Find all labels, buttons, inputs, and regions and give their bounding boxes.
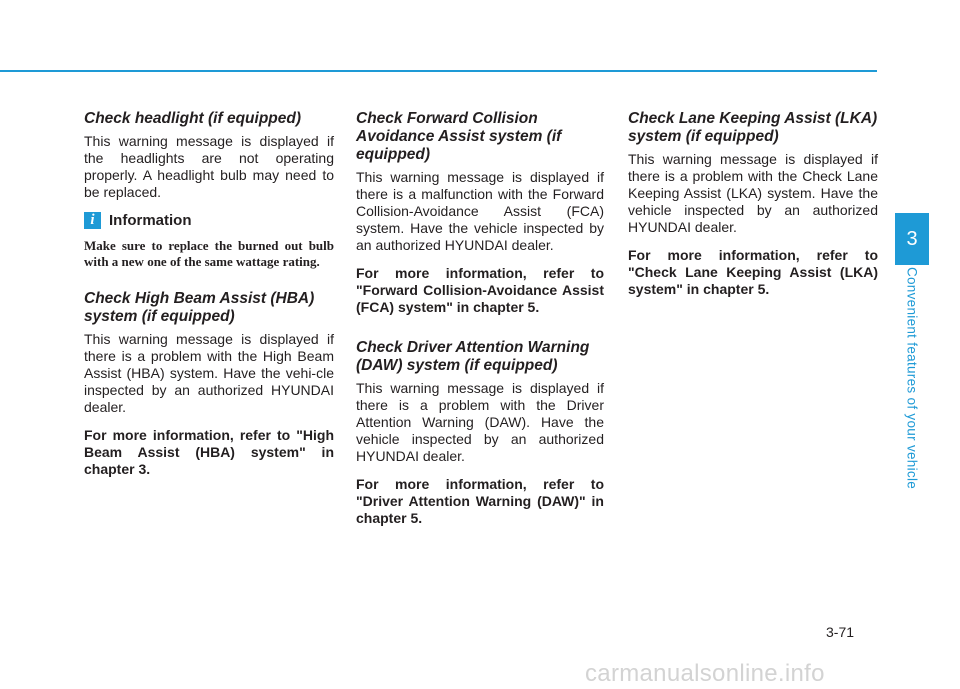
- info-icon: i: [84, 212, 101, 229]
- column-1: [84, 110, 334, 489]
- chapter-number-tab: 3: [895, 213, 929, 265]
- section-body-daw: This warning message is displayed if there is a problem with the Driver Attention Warning (DAW). Have the vehicle inspected by an authorized HYUNDAI dealer.: [356, 380, 604, 464]
- section-body-fca: This warning message is displayed if there is a malfunction with the Forward Collision-Avoidance Assist (FCA) system. Have the vehicle inspected by an authorized HYUNDAI dealer.: [356, 169, 604, 253]
- chapter-title-vertical: Convenient features of your vehicle: [904, 266, 920, 490]
- section-body-hba: This warning message is displayed if there is a problem with the High Beam Assist (HBA) system. Have the vehi-cle inspected by an authorized HYUNDAI dealer.: [84, 331, 334, 415]
- section-body-headlight: This warning message is displayed if the headlights are not operating properly. A headlight bulb may need to be replaced.: [84, 133, 334, 200]
- header-rule: [0, 70, 877, 72]
- section-title-daw: Check Driver Attention Warning (DAW) system (if equipped): [356, 339, 590, 374]
- section-title-fca: Check Forward Collision Avoidance Assist system (if equipped): [356, 110, 562, 163]
- information-box-header: [84, 212, 334, 229]
- watermark: carmanualsonline.info: [585, 660, 825, 687]
- column-3: [628, 110, 878, 309]
- section-ref-daw: For more information, refer to "Driver Attention Warning (DAW)" in chapter 5.: [356, 476, 604, 526]
- section-title-hba: Check High Beam Assist (HBA) system (if equipped): [84, 290, 315, 325]
- column-2: [356, 110, 604, 538]
- section-ref-lka: For more information, refer to "Check Lane Keeping Assist (LKA) system" in chapter 5.: [628, 247, 878, 297]
- information-text: Make sure to replace the burned out bulb with a new one of the same wattage rating.: [84, 238, 334, 269]
- section-ref-fca: For more information, refer to "Forward Collision-Avoidance Assist (FCA) system" in chapter 5.: [356, 265, 604, 315]
- section-body-lka: This warning message is displayed if there is a problem with the Check Lane Keeping Assist (LKA) system. Have the vehicle inspected by an authorized HYUNDAI dealer.: [628, 151, 878, 235]
- page-number: 3-71: [826, 624, 855, 640]
- section-title-headlight: Check headlight (if equipped): [84, 110, 302, 127]
- section-ref-hba: For more information, refer to "High Beam Assist (HBA) system" in chapter 3.: [84, 427, 334, 477]
- information-title: Information: [109, 212, 192, 229]
- section-title-lka: Check Lane Keeping Assist (LKA) system (if equipped): [628, 110, 878, 145]
